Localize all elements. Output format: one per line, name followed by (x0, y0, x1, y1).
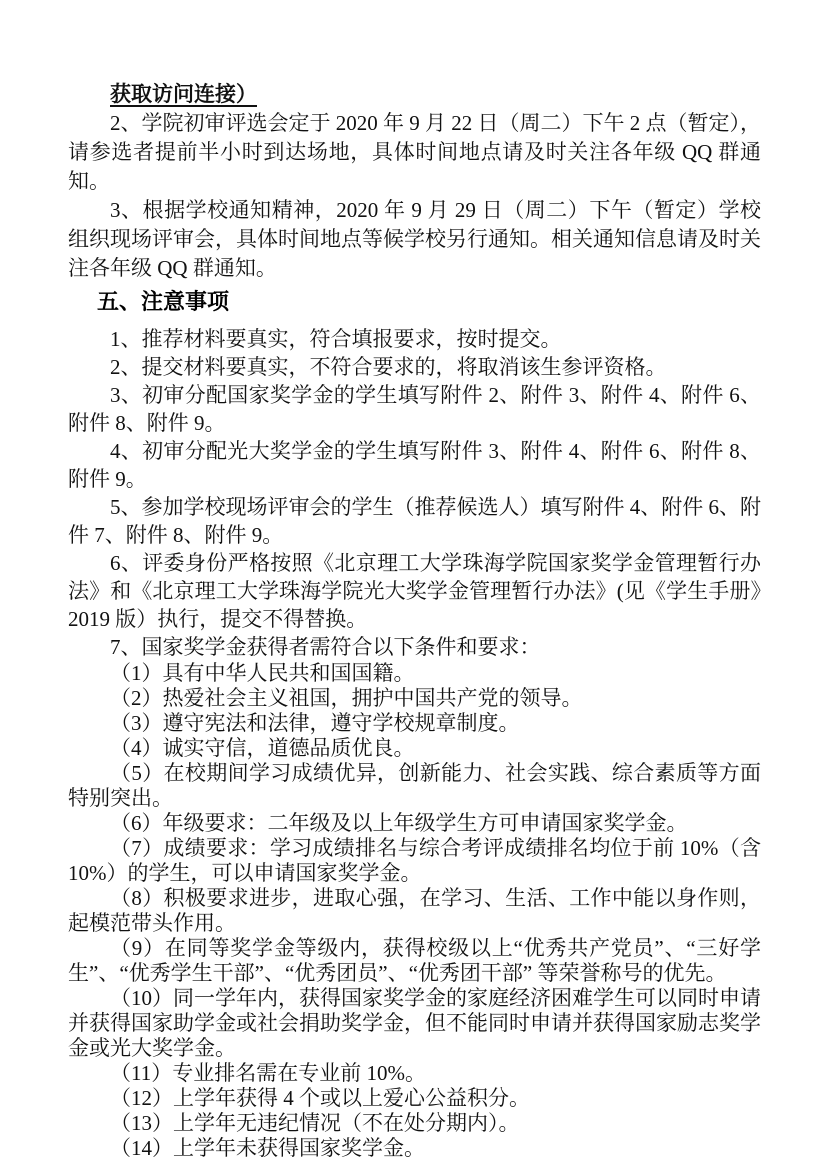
requirement-item-13: （13）上学年无违纪情况（不在处分期内）。 (110, 1111, 520, 1135)
requirement-item-2: （2）热爱社会主义祖国，拥护中国共产党的领导。 (110, 686, 583, 710)
requirement-item-1: （1）具有中华人民共和国国籍。 (110, 661, 415, 685)
requirement-item-3: （3）遵守宪法和法律，遵守学校规章制度。 (110, 711, 520, 735)
requirement-item-14: （14）上学年未获得国家奖学金。 (110, 1136, 425, 1160)
note-item-5: 5、参加学校现场评审会的学生（推荐候选人）填写附件 4、附件 6、附件 7、附件 8、附件 9。 (68, 495, 761, 547)
schedule-paragraph-2: 2、学院初审评选会定于 2020 年 9 月 22 日（周二）下午 2 点（暂定），请参选者提前半小时到达场地，具体时间地点请及时关注各年级 QQ 群通知。 (68, 111, 761, 193)
carryover-line (68, 80, 761, 109)
requirement-item-9: （9）在同等奖学金等级内，获得校级以上“优秀共产党员”、“三好学生”、“优秀学生干部”、“优秀团员”、“优秀团干部” 等荣誉称号的优先。 (68, 936, 761, 985)
note-item-6: 6、评委身份严格按照《北京理工大学珠海学院国家奖学金管理暂行办法》和《北京理工大学珠海学院光大奖学金管理暂行办法》(见《学生手册》2019 版）执行，提交不得替换。 (68, 551, 761, 631)
note-item-7: 7、国家奖学金获得者需符合以下条件和要求： (110, 635, 541, 659)
requirement-item-7: （7）成绩要求：学习成绩排名与综合考评成绩排名均位于前 10%（含 10%）的学生，可以申请国家奖学金。 (68, 836, 761, 885)
schedule-paragraph-3: 3、根据学校通知精神，2020 年 9 月 29 日（周二）下午（暂定）学校组织现场评审会，具体时间地点等候学校另行通知。相关通知信息请及时关注各年级 QQ 群通知。 (68, 198, 761, 280)
note-item-1: 1、推荐材料要真实，符合填报要求，按时提交。 (110, 327, 562, 351)
requirement-item-11: （11）专业排名需在专业前 10%。 (110, 1061, 426, 1085)
requirement-item-10: （10）同一学年内，获得国家奖学金的家庭经济困难学生可以同时申请并获得国家助学金或社会捐助奖学金，但不能同时申请并获得国家励志奖学金或光大奖学金。 (68, 986, 761, 1060)
requirement-item-8: （8）积极要求进步，进取心强，在学习、生活、工作中能以身作则，起模范带头作用。 (68, 886, 761, 935)
requirement-item-4: （4）诚实守信，道德品质优良。 (110, 736, 415, 760)
requirement-item-6: （6）年级要求：二年级及以上年级学生方可申请国家奖学金。 (110, 811, 688, 835)
section-heading-notes: 五、注意事项 (97, 289, 230, 314)
requirement-item-12: （12）上学年获得 4 个或以上爱心公益积分。 (110, 1086, 530, 1110)
carryover-underlined-text: 获取访问连接） (110, 82, 257, 106)
note-item-3: 3、初审分配国家奖学金的学生填写附件 2、附件 3、附件 4、附件 6、附件 8、附件 9。 (68, 383, 761, 435)
note-item-4: 4、初审分配光大奖学金的学生填写附件 3、附件 4、附件 6、附件 8、附件 9。 (68, 439, 761, 491)
note-item-2: 2、提交材料要真实，不符合要求的，将取消该生参评资格。 (110, 355, 667, 379)
requirement-item-5: （5）在校期间学习成绩优异，创新能力、社会实践、综合素质等方面特别突出。 (68, 761, 761, 810)
